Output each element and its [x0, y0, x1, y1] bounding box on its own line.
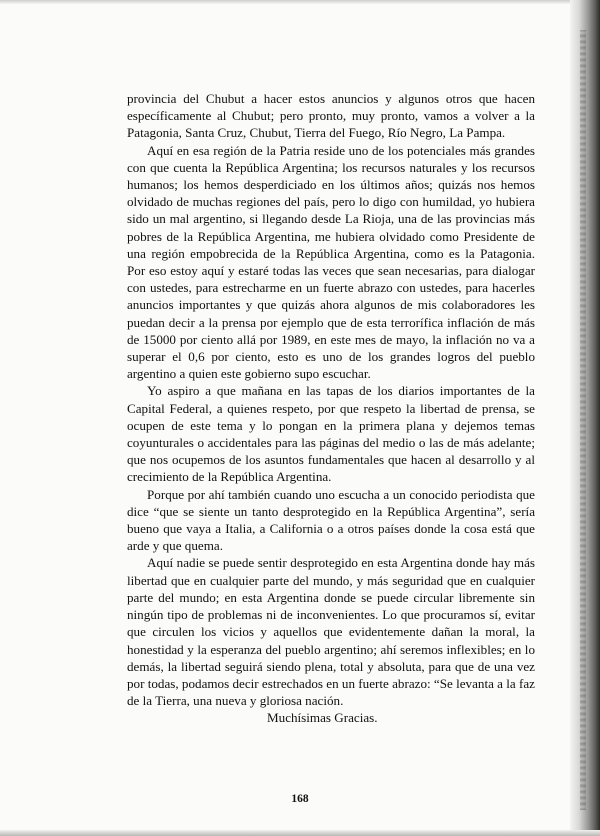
paragraph-5: Aquí nadie se puede sentir desprotegido en esta Argentina donde hay más libertad que en cualquier parte del mundo, y más seguridad que en cualquier parte del mundo; en esta Argentina donde se puede circular libremente sin ningún tipo de problemas ni de inconvenientes. Lo que procuramos sí, evitar que circulen los vicios y aquellos que evidentemente dañan la moral, la honestidad y la esperanza del pueblo argentino; ahí seremos inflexibles; en lo demás, la libertad seguirá siendo plena, total y absoluta, para que de una vez por todas, podamos decir estrechados en un fuerte abrazo: “Se levanta a la faz de la Tierra, una nueva y gloriosa nación.	[127, 555, 535, 709]
scan-edge-right	[570, 0, 600, 836]
paragraph-3: Yo aspiro a que mañana en las tapas de los diarios importantes de la Capital Federal, a quienes respeto, por que respeto la libertad de prensa, se ocupen de este tema y lo pongan en la primera plana y dejemos temas coyunturales o accidentales para las páginas del medio o las de más adelante; que nos ocupemos de los asuntos fundamentales que hacen al desarrollo y al crecimiento de la República Argentina.	[127, 383, 535, 485]
scan-edge-top	[0, 0, 600, 4]
page-number: 168	[291, 793, 309, 805]
closing-line: Muchísimas Gracias.	[267, 710, 378, 726]
paragraph-2: Aquí en esa región de la Patria reside uno de los potenciales más grandes con que cuenta la República Argentina; los recursos naturales y los recursos humanos; los hemos desperdiciado en los últimos años; quizás nos hemos olvidado de muchas regiones del país, pero lo digo con humildad, yo hubiera sido un mal argentino, si llegando desde La Rioja, una de las provincias más pobres de la República Argentina, me hubiera olvidado como Presidente de una región empobrecida de la República Argentina, como es la Patagonia. Por eso estoy aquí y estaré todas las veces que sean necesarias, para dialogar con ustedes, para estrecharme en un fuerte abrazo con ustedes, para hacerles anuncios importantes y que quizás ahora algunos de mis colaboradores les puedan decir a la prensa por ejemplo que de esta terrorífica inflación de más de 15000 por ciento allá por 1989, en este mes de mayo, la inflación no va a superar el 0,6 por ciento, esto es uno de los grandes logros del pueblo argentino a quien este gobierno supo escuchar.	[127, 142, 535, 382]
paragraph-1: provincia del Chubut a hacer estos anuncios y algunos otros que hacen específicamente al Chubut; pero pronto, muy pronto, vamos a volver a la Patagonia, Santa Cruz, Chubut, Tierra del Fuego, Río Negro, La Pampa.	[127, 91, 535, 141]
body-text	[127, 90, 535, 727]
paragraph-4: Porque por ahí también cuando uno escucha a un conocido periodista que dice “que se siente un tanto desprotegido en la República Argentina”, sería bueno que vaya a Italia, a California o a otros países donde la cosa está que arde y que quema.	[127, 486, 535, 554]
scan-edge-bottom	[0, 830, 600, 836]
